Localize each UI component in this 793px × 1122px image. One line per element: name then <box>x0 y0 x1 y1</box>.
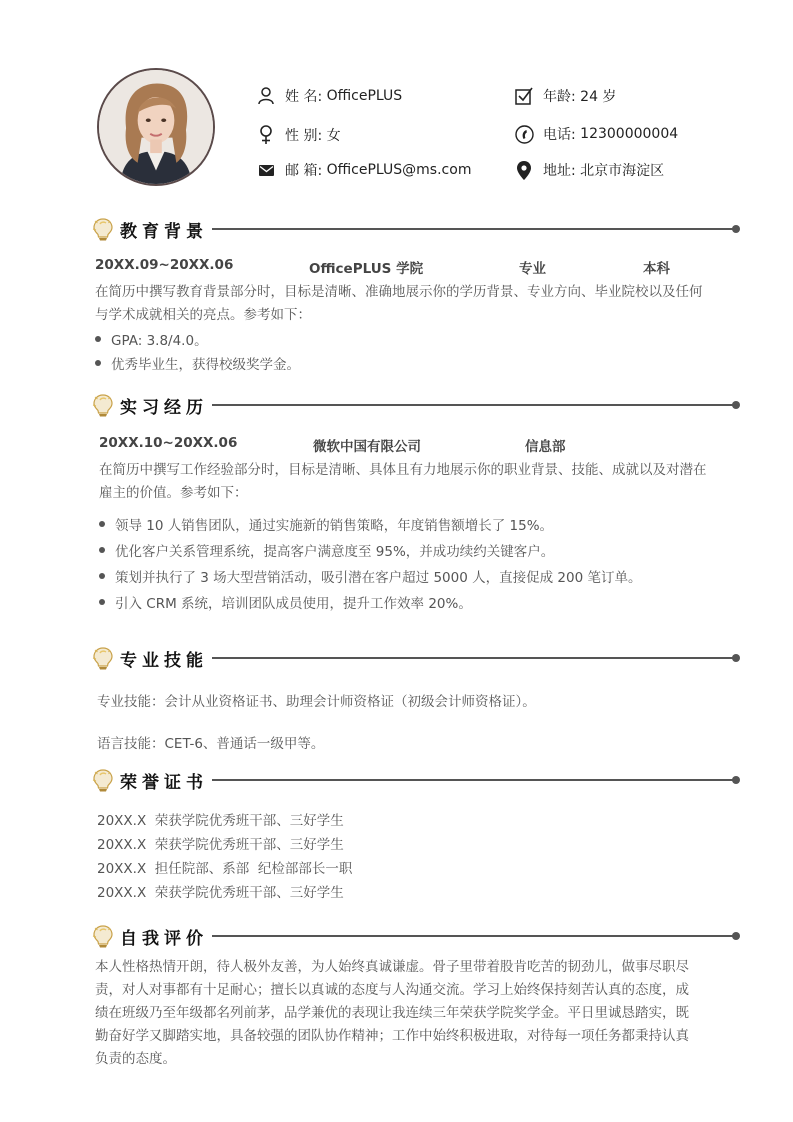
bullet-dot <box>99 547 105 553</box>
education-header <box>92 216 738 242</box>
phone-icon <box>514 124 534 144</box>
gender-label: 性 别: <box>285 128 323 144</box>
list-item <box>99 592 472 612</box>
info-address <box>514 160 664 180</box>
description-line: 雇主的价值。参考如下： <box>99 485 248 501</box>
section-divider <box>212 657 738 659</box>
skills-header <box>92 645 738 671</box>
age-value: 24 岁 <box>580 89 617 105</box>
bulb-icon <box>92 924 114 948</box>
age-label: 年龄: <box>543 89 576 105</box>
list-item-text: 优化客户关系管理系统，提高客户满意度至 95%，并成功续约关键客户。 <box>115 544 555 560</box>
honors-header <box>92 767 738 793</box>
bullet-dot <box>99 521 105 527</box>
bulb-icon <box>92 768 114 792</box>
info-name <box>256 86 402 106</box>
divider-dot <box>732 776 740 784</box>
list-item <box>99 566 641 586</box>
description-line: 与学术成就相关的亮点。参考如下： <box>95 307 311 323</box>
bulb-icon <box>92 393 114 417</box>
bullet-dot <box>95 336 101 342</box>
checkbox-icon <box>514 86 534 106</box>
honor-item: 20XX.X 荣获学院优秀班干部、三好学生 <box>97 837 344 853</box>
info-age <box>514 86 616 106</box>
info-phone <box>514 124 678 144</box>
address-label: 地址: <box>543 163 576 179</box>
list-item <box>99 540 554 560</box>
name-value: OfficePLUS <box>326 88 403 104</box>
self-eval-line: 绩在班级乃至年级都名列前茅，品学兼优的表现让我连续三年荣获学院奖学金。平日里诚恳踏实，既 <box>95 1005 689 1021</box>
list-item-text: 引入 CRM 系统，培训团队成员使用，提升工作效率 20%。 <box>115 596 472 612</box>
section-title: 荣誉证书 <box>120 772 208 793</box>
female-icon <box>256 125 276 145</box>
self-eval-text <box>95 956 740 1071</box>
divider-dot <box>732 932 740 940</box>
email-label: 邮 箱: <box>285 163 323 179</box>
phone-label: 电话: <box>543 127 576 143</box>
bulb-icon <box>92 217 114 241</box>
gender-value: 女 <box>326 128 341 144</box>
honor-item: 20XX.X 荣获学院优秀班干部、三好学生 <box>97 813 344 829</box>
education-major: 专业 <box>519 261 546 277</box>
honor-item: 20XX.X 担任院部、系部 纪检部部长一职 <box>97 861 353 877</box>
section-divider <box>212 935 738 937</box>
list-item <box>99 514 553 534</box>
section-title: 自我评价 <box>120 928 208 949</box>
section-title: 教育背景 <box>120 221 208 242</box>
name-label: 姓 名: <box>285 89 323 105</box>
description-line: 在简历中撰写教育背景部分时，目标是清晰、准确地展示你的学历背景、专业方向、毕业院校以及任何 <box>95 284 703 300</box>
internship-header <box>92 392 738 418</box>
internship-company: 微软中国有限公司 <box>313 439 421 455</box>
internship-department: 信息部 <box>525 439 566 455</box>
section-divider <box>212 779 738 781</box>
email-value[interactable]: OfficePLUS@ms.com <box>326 162 472 178</box>
bullet-dot <box>99 599 105 605</box>
divider-dot <box>732 401 740 409</box>
education-school: OfficePLUS 学院 <box>309 261 424 277</box>
internship-description <box>99 459 739 505</box>
list-item <box>95 353 300 373</box>
avatar-photo <box>99 70 213 184</box>
phone-value: 12300000004 <box>580 126 679 142</box>
internship-period: 20XX.10~20XX.06 <box>99 435 238 451</box>
bullet-dot <box>95 360 101 366</box>
language-skills: 语言技能：CET-6、普通话一级甲等。 <box>97 736 325 752</box>
list-item-text: 策划并执行了 3 场大型营销活动，吸引潜在客户超过 5000 人，直接促成 200 笔订单。 <box>115 570 642 586</box>
honor-item: 20XX.X 荣获学院优秀班干部、三好学生 <box>97 885 344 901</box>
self-eval-header <box>92 923 738 949</box>
bullet-dot <box>99 573 105 579</box>
avatar <box>97 68 215 186</box>
list-item <box>95 329 208 349</box>
divider-dot <box>732 225 740 233</box>
section-title: 专业技能 <box>120 650 208 671</box>
info-gender <box>256 125 341 145</box>
list-item-text: 领导 10 人销售团队，通过实施新的销售策略，年度销售额增长了 15%。 <box>115 518 554 534</box>
description-line: 在简历中撰写工作经验部分时，目标是清晰、具体且有力地展示你的职业背景、技能、成就以及对潜在 <box>99 462 707 478</box>
self-eval-line: 本人性格热情开朗，待人极外友善，为人始终真诚谦虚。骨子里带着股肯吃苦的韧劲儿，做事尽职尽 <box>95 959 689 975</box>
address-value: 北京市海淀区 <box>580 163 665 179</box>
mail-icon <box>256 160 276 180</box>
self-eval-line: 负责的态度。 <box>95 1051 176 1067</box>
education-degree: 本科 <box>643 261 670 277</box>
list-item-text: GPA: 3.8/4.0。 <box>111 333 208 349</box>
education-description <box>95 281 735 327</box>
education-period: 20XX.09~20XX.06 <box>95 257 234 273</box>
professional-skills: 专业技能：会计从业资格证书、助理会计师资格证（初级会计师资格证）。 <box>97 694 536 710</box>
divider-dot <box>732 654 740 662</box>
section-divider <box>212 228 738 230</box>
person-icon <box>256 86 276 106</box>
section-title: 实习经历 <box>120 397 208 418</box>
list-item-text: 优秀毕业生，获得校级奖学金。 <box>111 357 300 373</box>
self-eval-line: 勤奋好学又脚踏实地，具备较强的团队协作精神；工作中始终积极进取，对待每一项任务都秉持认真 <box>95 1028 689 1044</box>
self-eval-line: 责，对人对事都有十足耐心；擅长以真诚的态度与人沟通交流。学习上始终保持刻苦认真的态度，成 <box>95 982 689 998</box>
location-pin-icon <box>514 160 534 180</box>
section-divider <box>212 404 738 406</box>
bulb-icon <box>92 646 114 670</box>
info-email <box>256 160 471 180</box>
